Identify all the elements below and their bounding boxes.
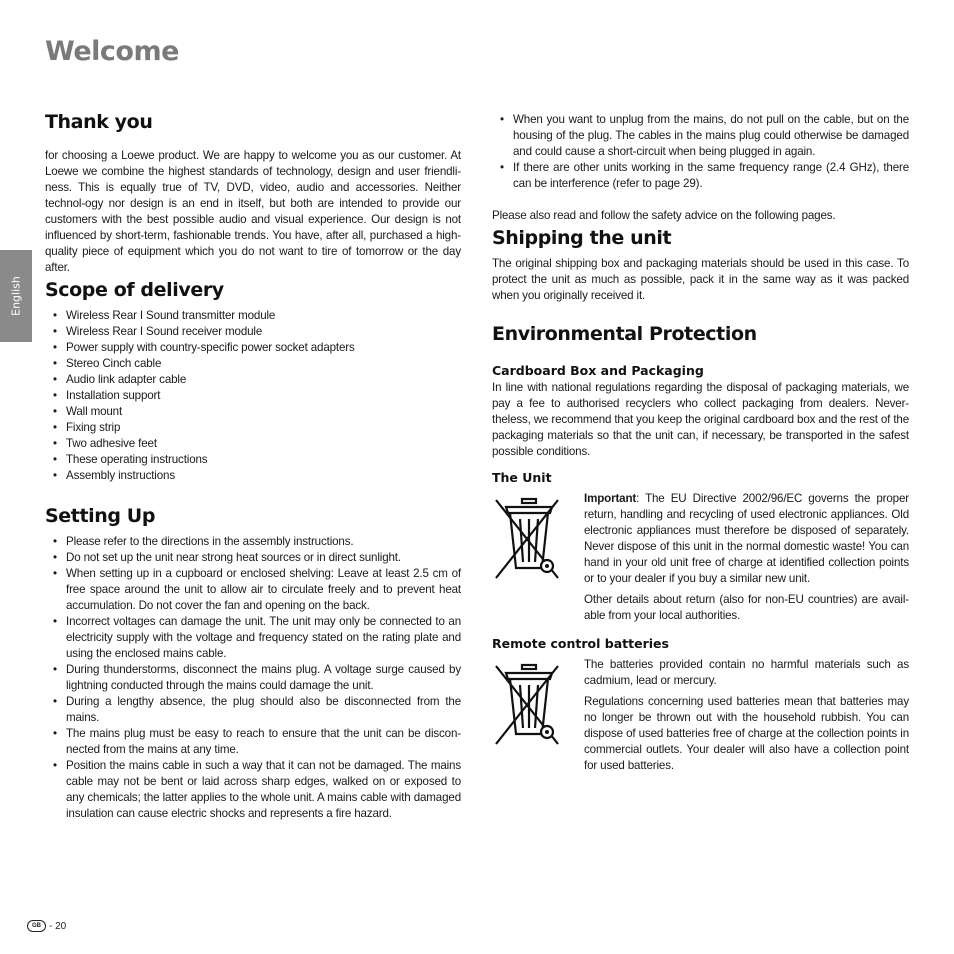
scope-list-item: • Wall mount (45, 404, 461, 420)
unplug-advice-item: • If there are other units working in the same frequency range (2.4 GHz), there can be interference (refer to page 29). (492, 160, 909, 192)
scope-list-item: • Wireless Rear I Sound transmitter module (45, 308, 461, 324)
scope-heading: Scope of delivery (45, 279, 224, 301)
environment-heading: Environmental Protection (492, 323, 757, 345)
batteries-heading: Remote control batteries (492, 636, 669, 651)
important-label: Important (584, 492, 637, 505)
scope-list-item: • Wireless Rear I Sound receiver module (45, 324, 461, 340)
setting-up-list-item: • During a lengthy absence, the plug should also be disconnected from the mains. (45, 694, 461, 726)
batteries-body-2: Regulations concerning used batteries mean that batteries may no longer be thrown out with the household rubbish. You can dispose of used batteries free of charge at the collection points in commercial outlets. Your dealer will also have a collection point for used batteries. (584, 695, 909, 772)
scope-list-item: • Two adhesive feet (45, 436, 461, 452)
setting-up-list (45, 534, 461, 822)
setting-up-list-item: • The mains plug must be easy to reach to ensure that the unit can be discon-nected from the mains at any time. (45, 726, 461, 758)
thank-you-heading: Thank you (45, 111, 153, 133)
unit-body (584, 491, 909, 587)
unit-heading: The Unit (492, 470, 552, 485)
crossed-out-wheelie-bin-icon (492, 660, 562, 746)
thank-you-body: for choosing a Loewe product. We are happy to welcome you as our customer. At Loewe we combine the highest standards of technology, design and user friendli-ness. This is equally true of TV, DVD, video, audio and accessories. Neither technol-ogy nor design is an end in itself, but both are intended to provide our customers with the best possible audio and visual experience. Our design is not influenced by short-term, fashionable trends. You have, after all, purchased a high-quality piece of equipment which you do not want to tire of tomorrow or the day after. (45, 149, 461, 274)
scope-list-item: • Fixing strip (45, 420, 461, 436)
scope-list (45, 308, 461, 484)
page-footer (27, 920, 66, 932)
setting-up-list-item: • When setting up in a cupboard or enclosed shelving: Leave at least 2.5 cm of free space around the unit to allow air to circulate freely and to prevent heat accumulation. Do not cover the fan and opening on the back. (45, 566, 461, 614)
setting-up-list-item: • Incorrect voltages can damage the unit. The unit may only be connected to an electricity supply with the voltage and frequency stated on the rating plate and using the enclosed mains cable. (45, 614, 461, 662)
page-number: - 20 (49, 920, 67, 932)
cardboard-body: In line with national regulations regarding the disposal of packaging materials, we pay a fee to authorised recyclers who collect packaging from dealers. Never-theless, we recommend that you keep the original cardboard box and the rest of the packaging materials so that the unit can, if necessary, be transported in the safest possible conditions. (492, 381, 909, 458)
unit-body-text: : The EU Directive 2002/96/EC governs the proper return, handling and recycling of used electronic appliances. Old electronic appliances must therefore be disposed of separately. Never dispose of this unit in the normal domestic waste! You can hand in your old unit free of charge at identified collection points or to your dealer if you buy a similar new unit. (584, 492, 909, 585)
setting-up-list-item: • Do not set up the unit near strong heat sources or in direct sunlight. (45, 550, 461, 566)
scope-list-item: • Power supply with country-specific power socket adapters (45, 340, 461, 356)
unplug-advice-list (492, 112, 909, 192)
shipping-heading: Shipping the unit (492, 227, 672, 249)
scope-list-item: • Assembly instructions (45, 468, 461, 484)
scope-list-item: • These operating instructions (45, 452, 461, 468)
batteries-body: The batteries provided contain no harmful materials such as cadmium, lead or mercury. (584, 658, 909, 687)
cardboard-heading: Cardboard Box and Packaging (492, 363, 704, 378)
scope-list-item: • Stereo Cinch cable (45, 356, 461, 372)
unit-body-2: Other details about return (also for non-EU countries) are avail-able from your local authorities. (584, 593, 909, 622)
crossed-out-wheelie-bin-icon (492, 494, 562, 580)
country-badge: GB (27, 920, 46, 932)
scope-list-item: • Installation support (45, 388, 461, 404)
scope-list-item: • Audio link adapter cable (45, 372, 461, 388)
safety-note: Please also read and follow the safety advice on the following pages. (492, 209, 836, 222)
language-side-tab (0, 250, 32, 342)
unplug-advice-item: • When you want to unplug from the mains, do not pull on the cable, but on the housing of the plug. The cables in the mains plug could otherwise be damaged and could cause a short-circuit when being plugged in again. (492, 112, 909, 160)
shipping-body: The original shipping box and packaging materials should be used in this case. To protect the unit as much as possible, pack it in the same way as it was packed when you originally received it. (492, 257, 909, 302)
setting-up-list-item: • Please refer to the directions in the assembly instructions. (45, 534, 461, 550)
setting-up-heading: Setting Up (45, 505, 156, 527)
setting-up-list-item: • Position the mains cable in such a way that it can not be damaged. The mains cable may not be bent or laid across sharp edges, walked on or exposed to any chemicals; the latter applies to the whole unit. A mains cable with damaged insulation can cause electric shocks and represents a fire hazard. (45, 758, 461, 822)
language-label: English (9, 276, 23, 316)
setting-up-list-item: • During thunderstorms, disconnect the mains plug. A voltage surge caused by lightning conducted through the mains could damage the unit. (45, 662, 461, 694)
page-title: Welcome (45, 36, 179, 67)
